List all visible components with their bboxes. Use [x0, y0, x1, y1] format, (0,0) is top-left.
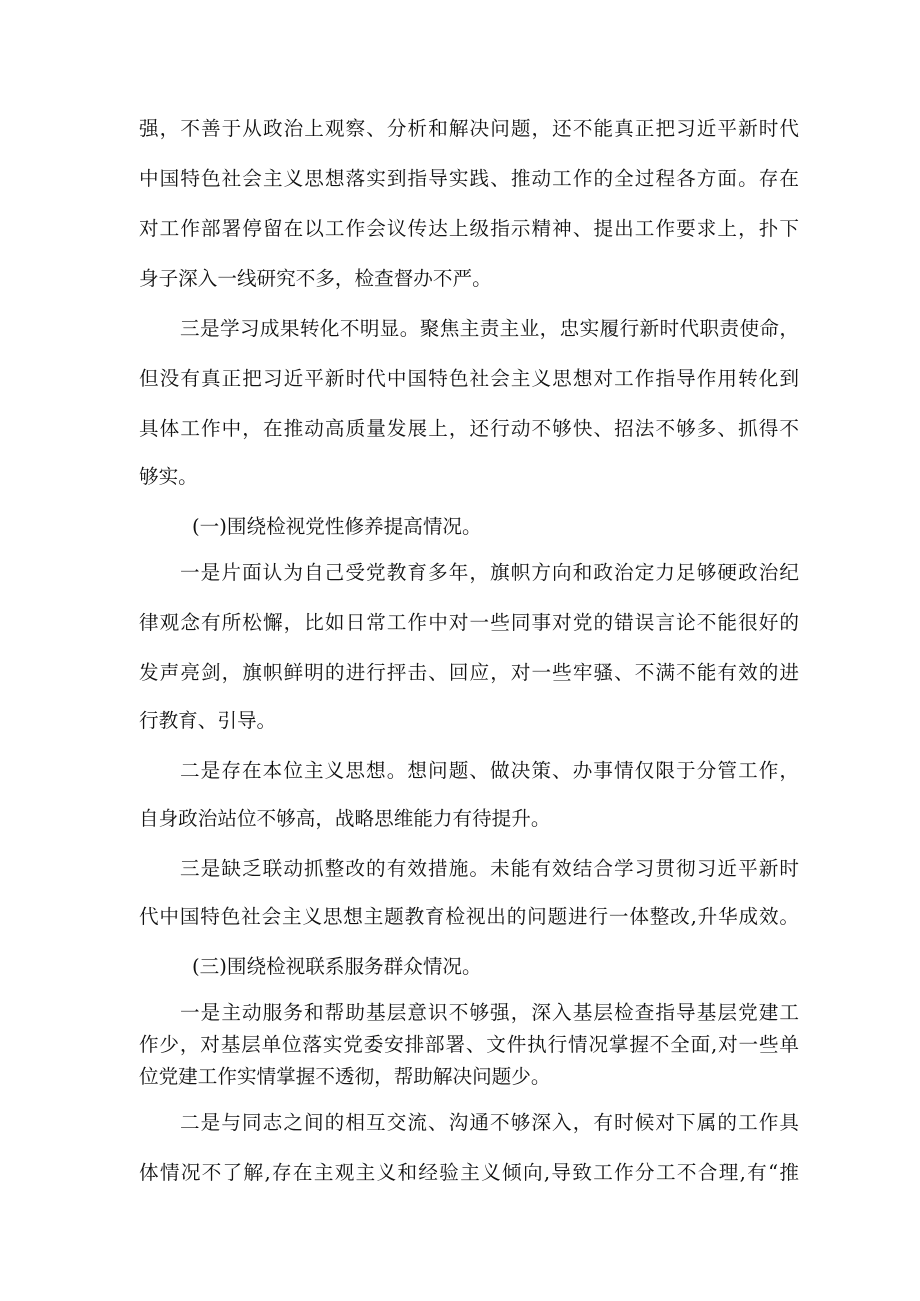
- paragraph-line: 二是与同志之间的相互交流、沟通不够深入，有时候对下属的工作具: [180, 1111, 799, 1134]
- paragraph-line: 体情况不了解,存在主观主义和经验主义倾向,导致工作分工不合理,有“推: [139, 1161, 799, 1184]
- paragraph-line: 行教育、引导。: [139, 709, 277, 732]
- paragraph-line: 位党建工作实情掌握不透彻，帮助解决问题少。: [139, 1065, 551, 1088]
- paragraph-line: 发声亮剑，旗帜鲜明的进行抨击、回应，对一些牢骚、不满不能有效的进: [139, 661, 799, 684]
- paragraph-line: 具体工作中，在推动高质量发展上，还行动不够快、招法不够多、抓得不: [139, 417, 799, 440]
- paragraph-line: 强，不善于从政治上观察、分析和解决问题，还不能真正把习近平新时代: [139, 117, 799, 140]
- paragraph-line: 三是缺乏联动抓整改的有效措施。未能有效结合学习贯彻习近平新时: [180, 857, 799, 880]
- paragraph-line: 二是存在本位主义思想。想问题、做决策、办事情仅限于分管工作，: [180, 759, 799, 782]
- paragraph-line: 自身政治站位不够高，战略思维能力有待提升。: [139, 807, 551, 830]
- paragraph-line: 够实。: [139, 465, 198, 488]
- paragraph-line: 代中国特色社会主义思想主题教育检视出的问题进行一体整改,升华成效。: [139, 905, 799, 928]
- paragraph-line: 中国特色社会主义思想落实到指导实践、推动工作的全过程各方面。存在: [139, 167, 799, 190]
- paragraph-line: 一是主动服务和帮助基层意识不够强，深入基层检查指导基层党建工: [180, 1001, 799, 1024]
- paragraph-line: 律观念有所松懈，比如日常工作中对一些同事对党的错误言论不能很好的: [139, 611, 799, 634]
- paragraph-line: 一是片面认为自己受党教育多年，旗帜方向和政治定力足够硬政治纪: [180, 561, 799, 584]
- paragraph-line: 身子深入一线研究不多，检查督办不严。: [139, 267, 492, 290]
- section-heading: (三)围绕检视联系服务群众情况。: [192, 955, 482, 978]
- paragraph-line: 对工作部署停留在以工作会议传达上级指示精神、提出工作要求上，扑下: [139, 217, 799, 240]
- section-heading: (一)围绕检视党性修养提高情况。: [192, 515, 482, 538]
- paragraph-line: 作少，对基层单位落实党委安排部署、文件执行情况掌握不全面,对一些单: [139, 1033, 799, 1056]
- paragraph-line: 但没有真正把习近平新时代中国特色社会主义思想对工作指导作用转化到: [139, 367, 799, 390]
- paragraph-line: 三是学习成果转化不明显。聚焦主责主业，忠实履行新时代职责使命，: [180, 317, 799, 340]
